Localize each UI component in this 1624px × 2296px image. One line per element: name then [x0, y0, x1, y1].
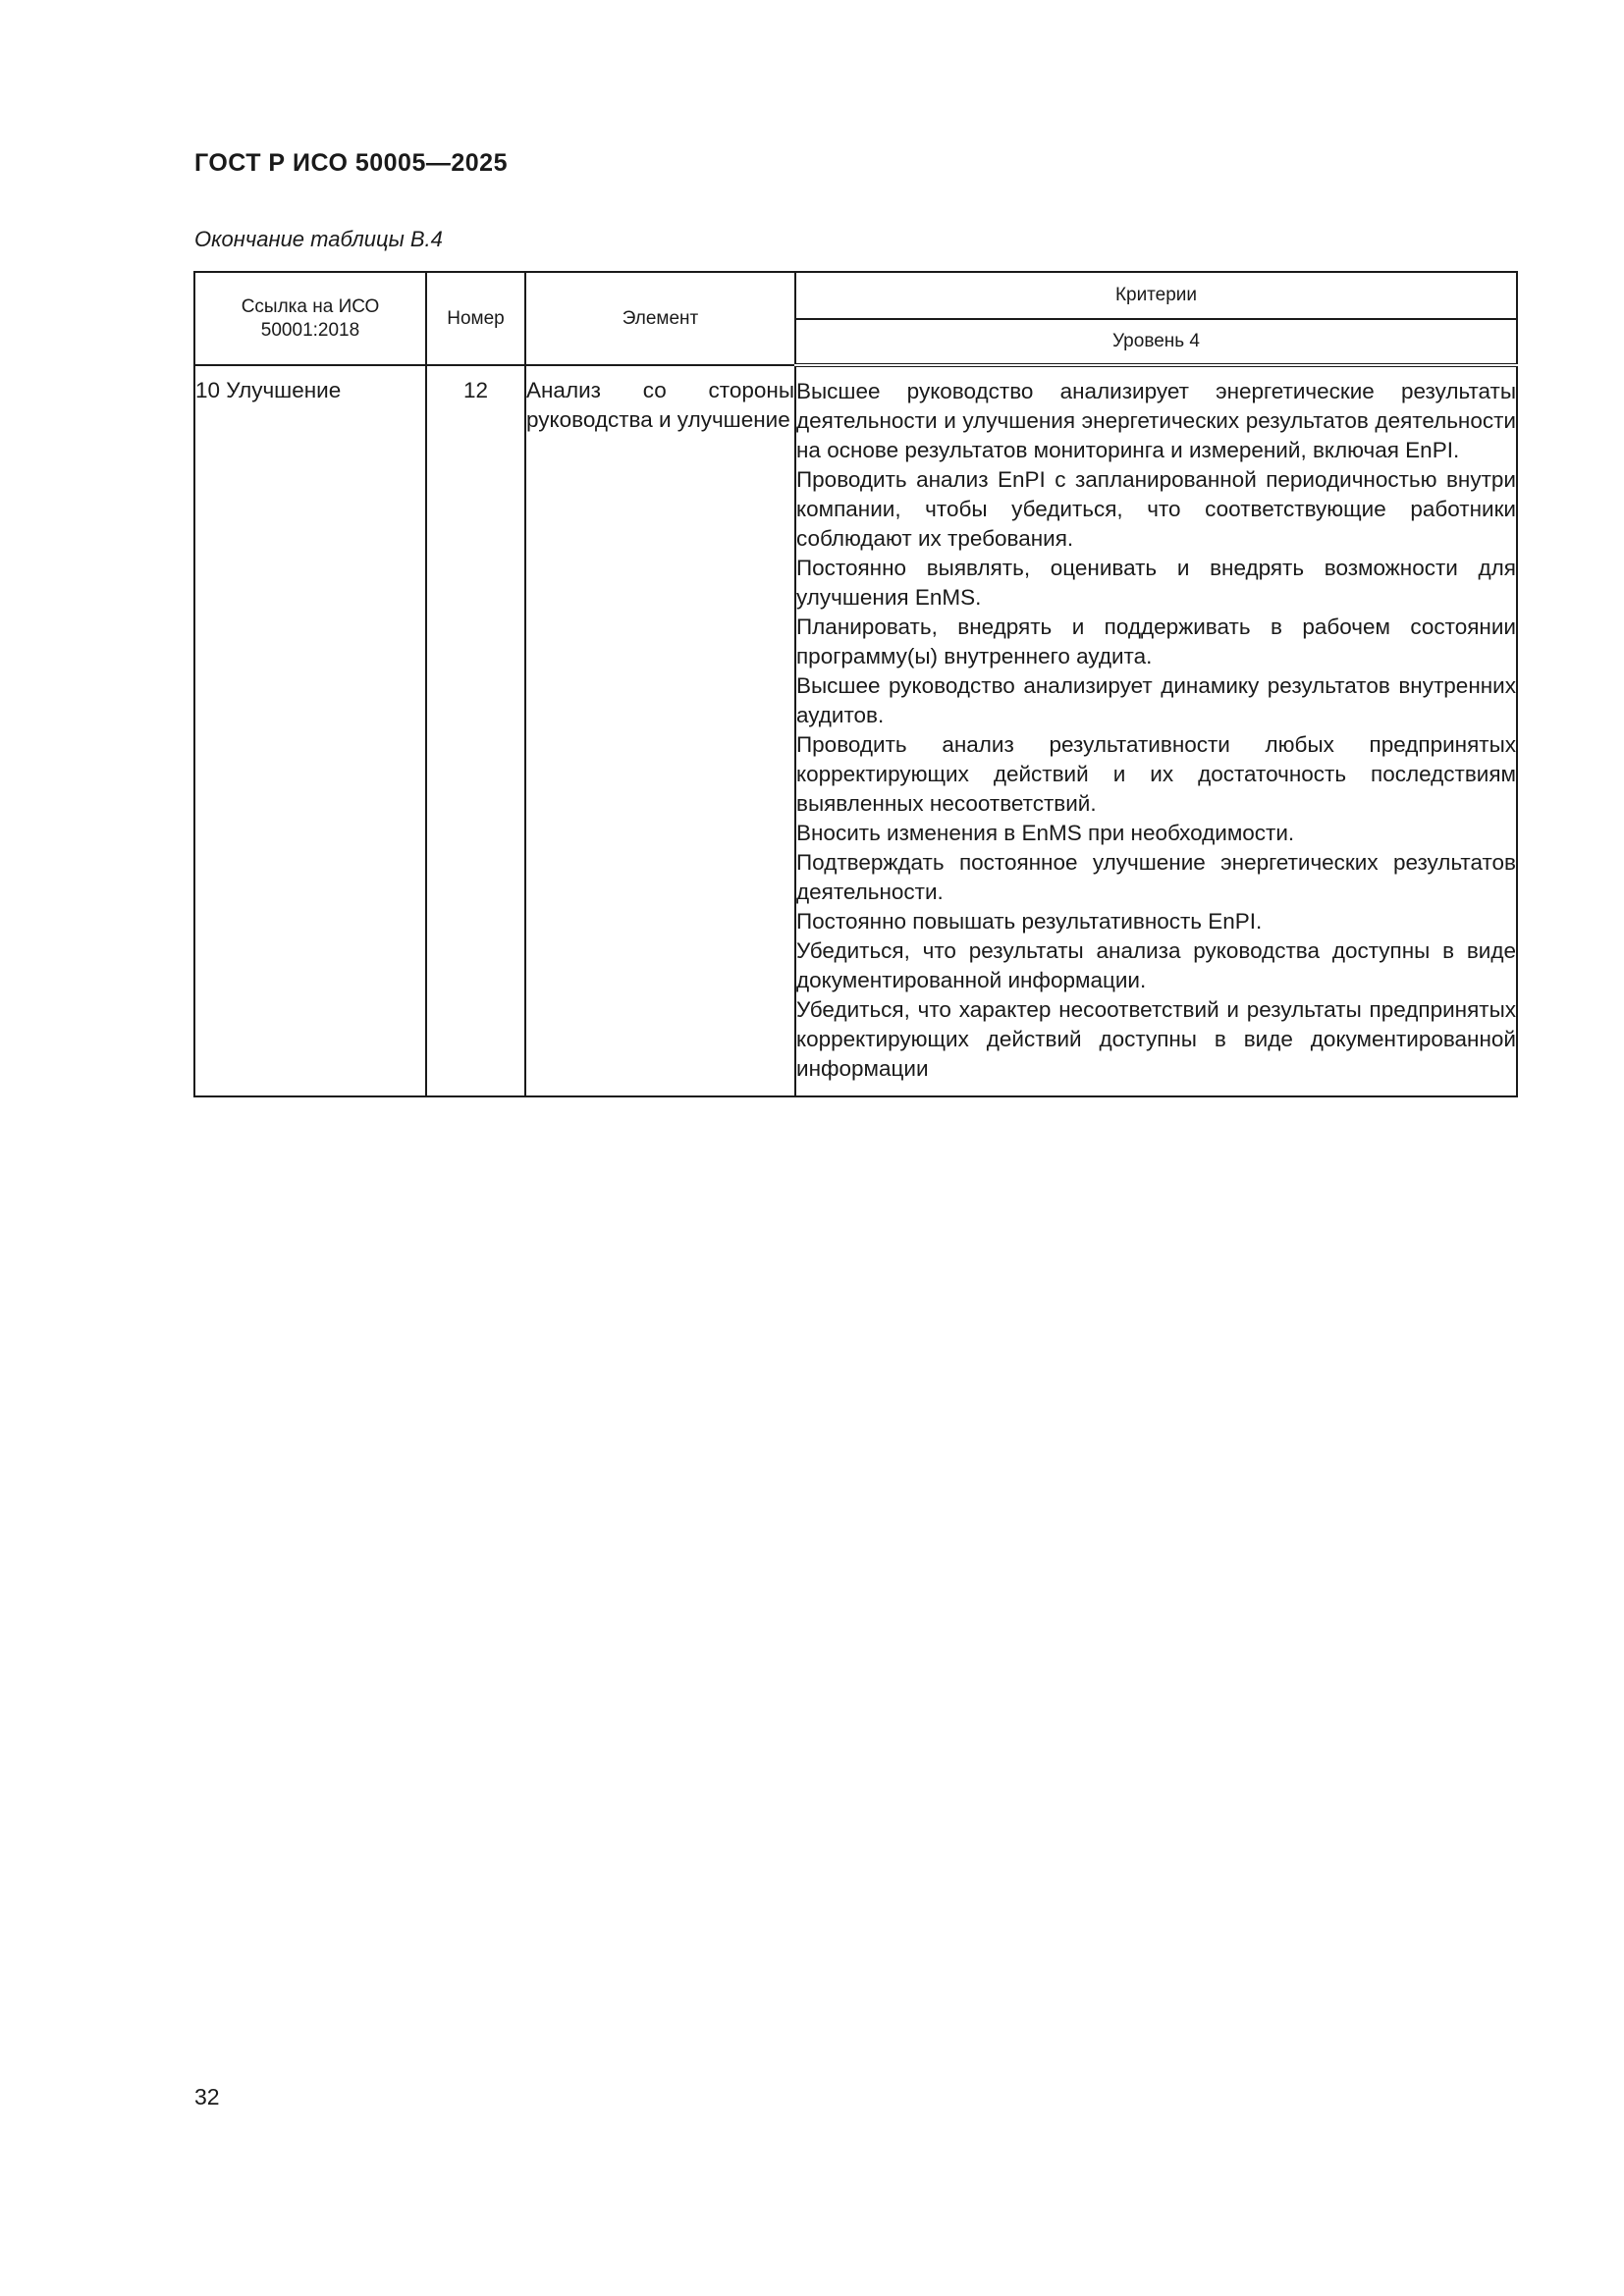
criteria-item: Планировать, внедрять и поддерживать в рабочем состоянии программу(ы) внутреннего аудита.: [796, 614, 1516, 668]
cell-criteria: [795, 365, 1517, 1096]
criteria-table: [193, 271, 1518, 1097]
table-caption: Окончание таблицы В.4: [194, 227, 443, 251]
document-title: ГОСТ Р ИСО 50005—2025: [194, 149, 508, 177]
criteria-item: Подтверждать постоянное улучшение энергетических результатов деятельности.: [796, 850, 1516, 904]
page-number: 32: [194, 2084, 220, 2109]
cell-number: 12: [426, 365, 525, 1096]
column-header-criteria: Критерии: [795, 272, 1517, 319]
criteria-item: Вносить изменения в EnMS при необходимости.: [796, 821, 1295, 845]
column-header-reference: Ссылка на ИСО 50001:2018: [194, 272, 426, 365]
column-header-level-4: Уровень 4: [795, 319, 1517, 365]
criteria-item: Постоянно повышать результативность EnPI.: [796, 909, 1263, 934]
column-header-element: Элемент: [525, 272, 795, 365]
criteria-item: Убедиться, что характер несоответствий и результаты предпринятых корректирующих действий доступны в виде документированной информации: [796, 997, 1516, 1081]
table-row: [194, 365, 1517, 1096]
cell-reference: 10 Улучшение: [194, 365, 426, 1096]
criteria-item: Высшее руководство анализирует энергетические результаты деятельности и улучшения энергетических результатов деятельности на основе результатов мониторинга и измерений, включая EnPI.: [796, 379, 1516, 462]
criteria-item: Высшее руководство анализирует динамику результатов внутренних аудитов.: [796, 673, 1516, 727]
criteria-item: Постоянно выявлять, оценивать и внедрять возможности для улучшения EnMS.: [796, 556, 1516, 610]
criteria-item: Проводить анализ результативности любых предпринятых корректирующих действий и их достаточность последствиям выявленных несоответствий.: [796, 732, 1516, 816]
column-header-number: Номер: [426, 272, 525, 365]
criteria-item: Проводить анализ EnPI с запланированной периодичностью внутри компании, чтобы убедиться, что соответствующие работники соблюдают их требования.: [796, 467, 1516, 551]
criteria-item: Убедиться, что результаты анализа руководства доступны в виде документированной информации.: [796, 938, 1516, 992]
cell-element: Анализ со стороны руководства и улучшение: [525, 365, 795, 1096]
